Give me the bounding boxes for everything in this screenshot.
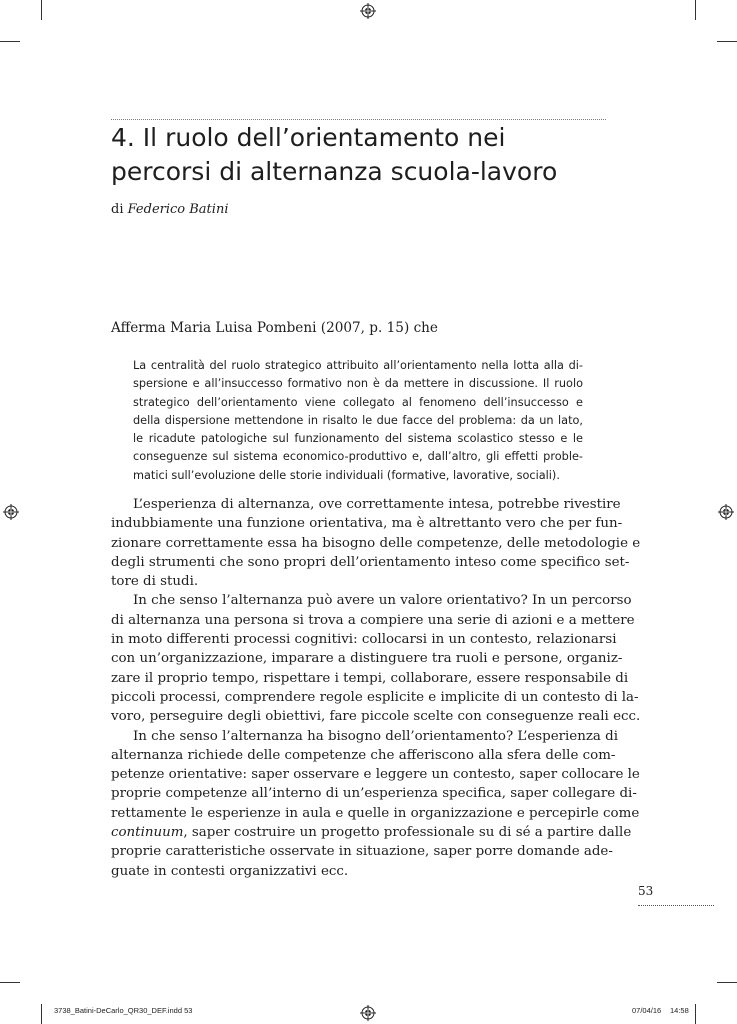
quote-line: matici sull’evoluzione delle storie individuali (formative, lavorative, sociali). — [133, 468, 560, 482]
crop-mark-left-top — [0, 41, 20, 42]
crop-mark-top-right — [695, 0, 696, 20]
chapter-title-line-2: percorsi di alternanza scuola-lavoro — [111, 157, 558, 186]
crop-mark-right-bottom — [717, 982, 737, 983]
quote-line: spersione e all’insuccesso formativo non è da mettere in discussione. Il ruolo — [133, 377, 583, 391]
crop-mark-left-bottom — [0, 982, 20, 983]
body-line-rest: , saper costruire un progetto professionale su di sé a partire dalle — [183, 825, 632, 841]
registration-mark-icon — [360, 1005, 376, 1021]
byline-prefix: di — [111, 202, 128, 217]
body-line: con un’organizzazione, imparare a distinguere tra ruoli e persone, organiz- — [111, 651, 623, 667]
body-line: proprie competenze all’interno di un’esperienza specifica, saper collegare di- — [111, 786, 637, 802]
body-line: In che senso l’alternanza ha bisogno dell’orientamento? L’esperienza di — [133, 728, 619, 744]
slug-date: 07/04/16 — [632, 1006, 662, 1015]
author-name: Federico Batini — [127, 202, 229, 217]
body-line: rettamente le esperienze in aula e quelle in organizzazione e percepirle come — [111, 805, 640, 821]
page-number-dotted-rule — [638, 905, 714, 906]
body-line: L’esperienza di alternanza, ove correttamente intesa, potrebbe rivestire — [133, 497, 621, 512]
block-quote — [133, 357, 583, 485]
body-line: degli strumenti che sono propri dell’orientamento inteso come specifico set- — [111, 554, 630, 570]
chapter-title-line-1: 4. Il ruolo dell’orientamento nei — [111, 123, 506, 152]
registration-mark-icon — [718, 504, 734, 520]
body-line — [111, 823, 632, 842]
body-line: in moto differenti processi cognitivi: collocarsi in un contesto, relazionarsi — [111, 632, 617, 648]
quote-line: le ricadute patologiche sul funzionamento del sistema scolastico stesso e le — [133, 432, 583, 446]
slug-time: 14:58 — [670, 1006, 689, 1015]
body-line: guate in contesti organizzativi ecc. — [111, 863, 349, 879]
quote-line: strategico dell’orientamento viene collegato al fenomeno dell’insuccesso e — [133, 395, 583, 409]
registration-mark-icon — [360, 3, 376, 19]
chapter-title — [111, 121, 611, 189]
title-dotted-rule — [111, 119, 606, 120]
slug-filename: 3738_Batini-DeCarlo_QR30_DEF.indd 53 — [54, 1006, 193, 1015]
body-line: voro, perseguire degli obiettivi, fare piccole scelte con conseguenze reali ecc. — [111, 709, 641, 725]
italic-term: continuum — [111, 825, 184, 841]
body-line: zionare correttamente essa ha bisogno delle competenze, delle metodologie e — [111, 535, 641, 551]
registration-mark-icon — [3, 504, 19, 520]
crop-mark-bottom-right — [695, 1004, 696, 1024]
body-line: tore di studi. — [111, 574, 199, 590]
crop-mark-bottom-left — [41, 1004, 42, 1024]
body-line: alternanza richiede delle competenze che afferiscono alla sfera delle com- — [111, 747, 616, 763]
body-line: proprie caratteristiche osservate in situazione, saper porre domande ade- — [111, 844, 613, 860]
body-line: indubbiamente una funzione orientativa, ma è altrettanto vero che per fun- — [111, 516, 623, 532]
intro-sentence: Afferma Maria Luisa Pombeni (2007, p. 15) che — [111, 320, 438, 336]
body-line: In che senso l’alternanza può avere un valore orientativo? In un percorso — [133, 593, 632, 609]
quote-line: La centralità del ruolo strategico attribuito all’orientamento nella lotta alla di- — [133, 359, 583, 372]
body-line: petenze orientative: saper osservare e leggere un contesto, saper collocare le — [111, 767, 640, 783]
page-number: 53 — [638, 884, 654, 898]
body-line: di alternanza una persona si trova a compiere una serie di azioni e a mettere — [111, 612, 635, 628]
quote-line: conseguenze sul sistema economico-produttivo e, dall’altro, gli effetti proble- — [133, 450, 583, 464]
crop-mark-top-left — [41, 0, 42, 20]
body-text — [111, 495, 641, 881]
quote-line: della dispersione mettendone in risalto le due facce del problema: da un lato, — [133, 413, 583, 427]
body-line: zare il proprio tempo, rispettare i tempi, collaborare, essere responsabile di — [111, 670, 629, 686]
body-line: piccoli processi, comprendere regole esplicite e implicite di un contesto di la- — [111, 689, 639, 705]
chapter-byline — [111, 202, 228, 217]
crop-mark-right-top — [717, 41, 737, 42]
